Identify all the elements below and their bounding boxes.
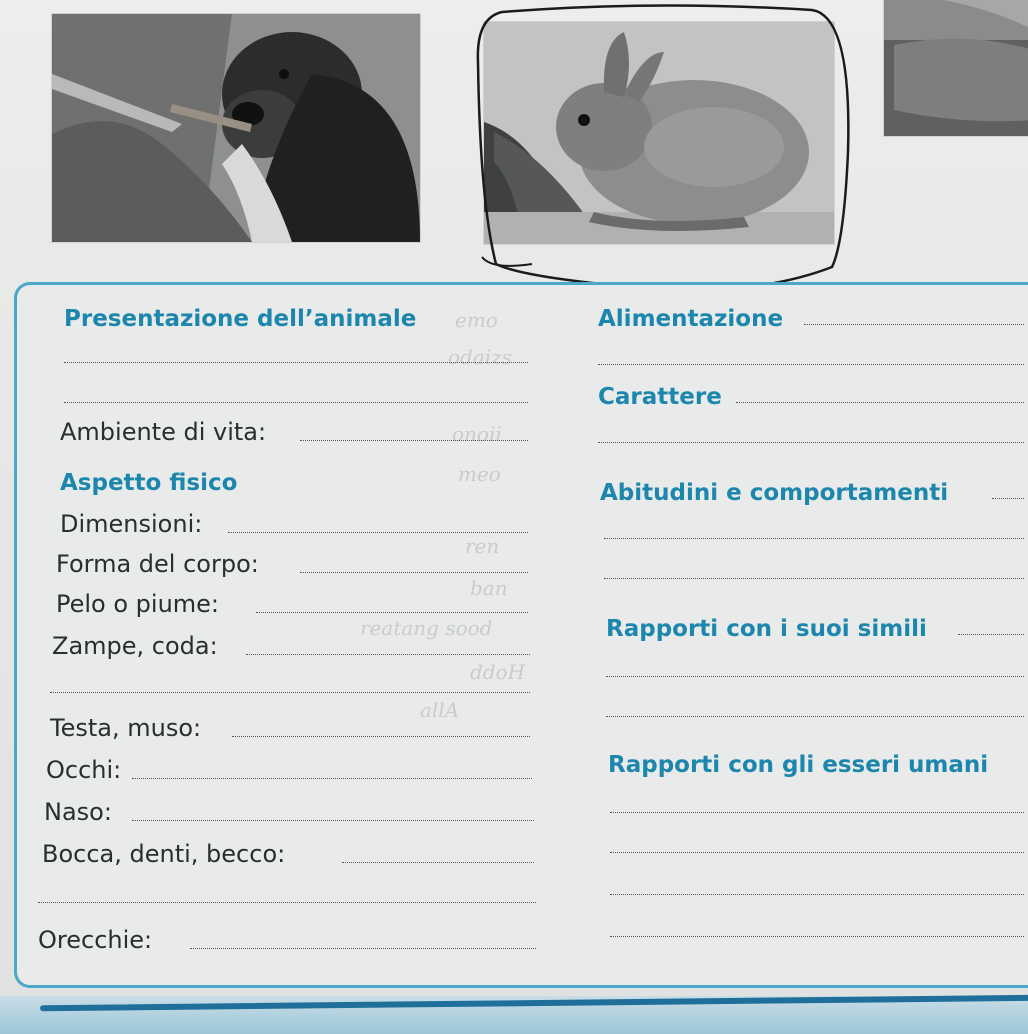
dog-photo <box>52 14 420 242</box>
habits-heading: Abitudini e comportamenti <box>600 480 949 506</box>
dimensions-answer-line[interactable] <box>228 532 528 533</box>
show-through-text: ren <box>465 534 500 558</box>
show-through-text: reatang sood <box>360 616 493 640</box>
presentation-heading: Presentazione dell’animale <box>64 306 417 332</box>
eyes-label: Occhi: <box>46 756 122 784</box>
body-shape-label: Forma del corpo: <box>56 550 259 578</box>
show-through-text: odaizs <box>448 345 512 369</box>
presentation-answer-line[interactable] <box>64 362 528 363</box>
habitat-answer-line[interactable] <box>300 440 528 441</box>
food-heading: Alimentazione <box>598 306 784 332</box>
character-heading: Carattere <box>598 384 722 410</box>
mouth-answer-line[interactable] <box>342 862 534 863</box>
peers-heading: Rapporti con i suoi simili <box>606 616 927 642</box>
show-through-text: ban <box>470 576 508 600</box>
nose-answer-line[interactable] <box>132 820 534 821</box>
legs-tail-answer-line[interactable] <box>246 654 530 655</box>
body-shape-answer-line[interactable] <box>300 572 528 573</box>
appearance-heading: Aspetto fisico <box>60 470 238 496</box>
character-answer-line[interactable] <box>736 402 1024 403</box>
show-through-text: allA <box>420 698 460 722</box>
fur-label: Pelo o piume: <box>56 590 220 618</box>
humans-answer-line[interactable] <box>610 894 1024 895</box>
eyes-answer-line[interactable] <box>132 778 532 779</box>
peers-answer-line[interactable] <box>606 716 1024 717</box>
mouth-label: Bocca, denti, becco: <box>42 840 286 868</box>
head-answer-line[interactable] <box>232 736 530 737</box>
cat-photo <box>884 0 1028 136</box>
habits-answer-line[interactable] <box>604 578 1024 579</box>
show-through-text: emo <box>455 308 498 332</box>
legs-tail-label: Zampe, coda: <box>52 632 218 660</box>
humans-answer-line[interactable] <box>610 852 1024 853</box>
legs-tail-answer-line[interactable] <box>50 692 530 693</box>
food-answer-line[interactable] <box>804 324 1024 325</box>
rabbit-photo <box>484 22 834 244</box>
peers-answer-line[interactable] <box>606 676 1024 677</box>
show-through-text: ddoH <box>470 660 526 684</box>
mouth-answer-line[interactable] <box>38 902 536 903</box>
dimensions-label: Dimensioni: <box>60 510 203 538</box>
head-label: Testa, muso: <box>50 714 202 742</box>
peers-answer-line[interactable] <box>958 634 1024 635</box>
humans-answer-line[interactable] <box>610 812 1024 813</box>
humans-heading: Rapporti con gli esseri umani <box>608 752 989 778</box>
humans-answer-line[interactable] <box>610 936 1024 937</box>
food-answer-line[interactable] <box>598 364 1024 365</box>
nose-label: Naso: <box>44 798 112 826</box>
habitat-label: Ambiente di vita: <box>60 418 267 446</box>
presentation-answer-line[interactable] <box>64 402 528 403</box>
fur-answer-line[interactable] <box>256 612 528 613</box>
character-answer-line[interactable] <box>598 442 1024 443</box>
show-through-text: onoii <box>452 422 502 446</box>
ears-label: Orecchie: <box>38 926 153 954</box>
ears-answer-line[interactable] <box>190 948 536 949</box>
habits-answer-line[interactable] <box>604 538 1024 539</box>
show-through-text: meo <box>458 462 501 486</box>
habits-answer-line[interactable] <box>992 498 1024 499</box>
